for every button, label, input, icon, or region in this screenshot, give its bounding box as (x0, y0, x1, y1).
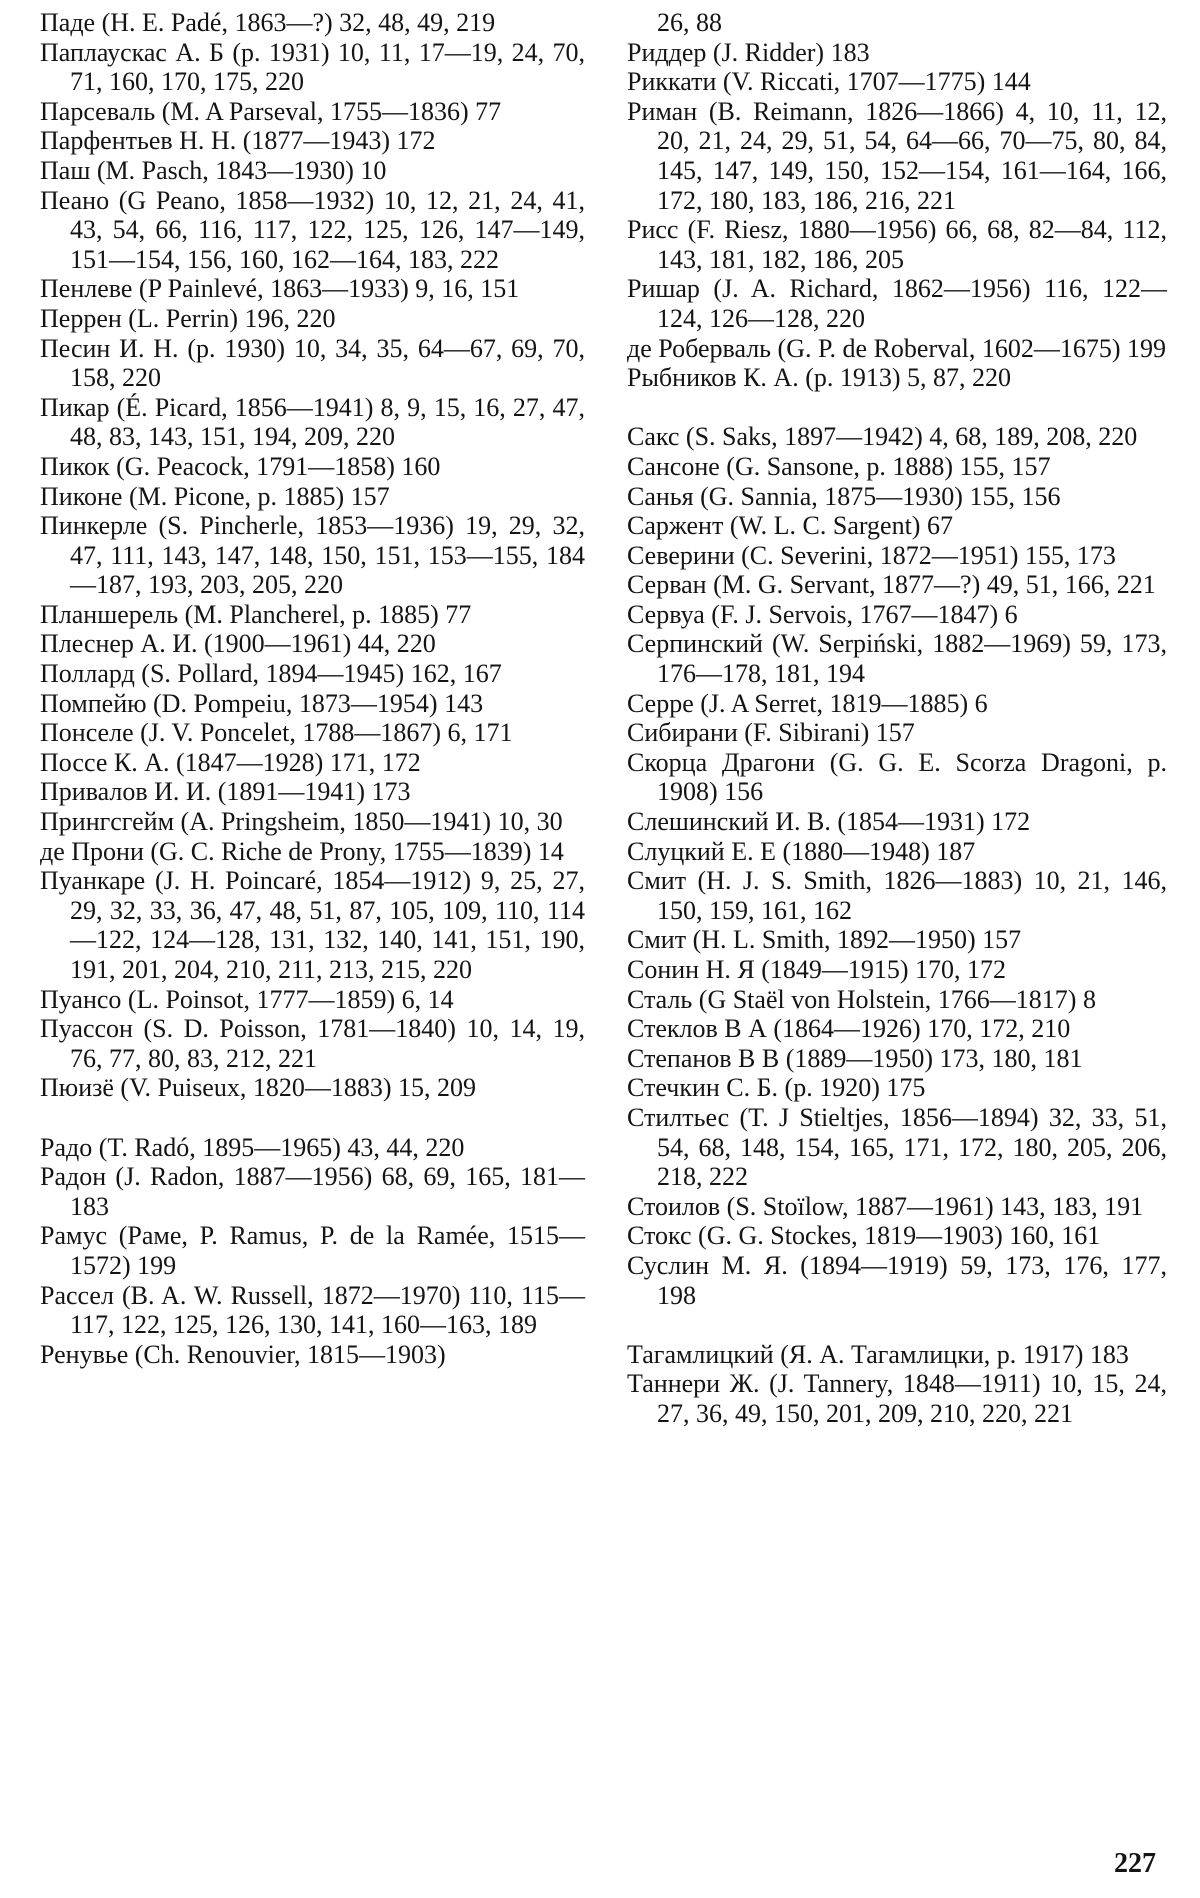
index-column-left (40, 8, 585, 1369)
index-entry: Стоилов (S. Stoïlow, 1887—1961) 143, 183, 191 (627, 1191, 1144, 1221)
index-entry: де Роберваль (G. P. de Roberval, 1602—1675) 199 (627, 333, 1167, 363)
index-entry: Песин И. Н. (р. 1930) 10, 34, 35, 64—67, 69, 70, 158, 220 (40, 333, 585, 393)
index-entry: Серван (M. G. Servant, 1877—?) 49, 51, 166, 221 (627, 570, 1156, 600)
index-entry: Санья (G. Sannia, 1875—1930) 155, 156 (627, 481, 1061, 511)
index-entry: Серпинский (W. Serpiński, 1882—1969) 59, 173, 176—178, 181, 194 (627, 629, 1167, 689)
index-entry: Понселе (J. V. Poncelet, 1788—1867) 6, 171 (40, 718, 513, 748)
index-entry-continuation: 26, 88 (657, 8, 722, 37)
index-entry: Паплаускас А. Б (р. 1931) 10, 11, 17—19, 24, 70, 71, 160, 170, 175, 220 (40, 37, 585, 97)
index-entry: Парсеваль (M. A Parseval, 1755—1836) 77 (40, 96, 502, 126)
index-entry: Риман (B. Reimann, 1826—1866) 4, 10, 11, 12, 20, 21, 24, 29, 51, 54, 64—66, 70—75, 80, 84, 145, 147, 149, 150, 152—154, 161—164, 166, 172, 180, 183, 186, 216, 221 (627, 96, 1167, 215)
index-entry: Стеклов В А (1864—1926) 170, 172, 210 (627, 1014, 1071, 1044)
index-entry: Смит (H. L. Smith, 1892—1950) 157 (627, 925, 1022, 955)
index-entry: Серре (J. A Serret, 1819—1885) 6 (627, 688, 988, 718)
index-entry: Стокс (G. G. Stockes, 1819—1903) 160, 161 (627, 1221, 1101, 1251)
index-entry: Риккати (V. Riccati, 1707—1775) 144 (627, 67, 1031, 97)
index-entry: Смит (H. J. S. Smith, 1826—1883) 10, 21, 146, 150, 159, 161, 162 (627, 866, 1167, 925)
index-entry: Степанов В В (1889—1950) 173, 180, 181 (627, 1043, 1083, 1073)
index-entry: Пенлеве (P Painlevé, 1863—1933) 9, 16, 151 (40, 274, 520, 304)
index-entry: Скорца Драгони (G. G. E. Scorza Dragoni, р. 1908) 156 (627, 747, 1167, 807)
index-entry: Прингсгейм (A. Pringsheim, 1850—1941) 10, 30 (40, 807, 563, 837)
index-entry: Ренувье (Ch. Renouvier, 1815—1903) (40, 1339, 446, 1369)
index-entry: Саржент (W. L. C. Sargent) 67 (627, 511, 953, 541)
index-entry: Плеснер А. И. (1900—1961) 44, 220 (40, 629, 436, 659)
index-entry: Паш (M. Pasch, 1843—1930) 10 (40, 155, 387, 185)
index-entry: Поллард (S. Pollard, 1894—1945) 162, 167 (40, 659, 502, 689)
index-entry: де Прони (G. C. Riche de Prony, 1755—1839) 14 (40, 836, 564, 866)
index-entry: Пикок (G. Peacock, 1791—1858) 160 (40, 451, 441, 481)
index-entry: Рыбников К. А. (р. 1913) 5, 87, 220 (627, 363, 1012, 393)
index-entry: Сталь (G Staël von Holstein, 1766—1817) 8 (627, 984, 1096, 1014)
index-entry: Сансоне (G. Sansone, р. 1888) 155, 157 (627, 451, 1051, 481)
index-entry: Стечкин С. Б. (р. 1920) 175 (627, 1073, 926, 1103)
index-entry: Пюизё (V. Puiseux, 1820—1883) 15, 209 (40, 1073, 477, 1103)
index-entry: Пеано (G Peano, 1858—1932) 10, 12, 21, 24, 41, 43, 54, 66, 116, 117, 122, 125, 126, 147—149, 151—154, 156, 160, 162—164, 183, 222 (40, 185, 585, 274)
index-entry: Парфентьев Н. Н. (1877—1943) 172 (40, 126, 436, 156)
index-entry: Привалов И. И. (1891—1941) 173 (40, 777, 411, 807)
index-entry: Тагамлицкий (Я. А. Тагамлицки, р. 1917) 183 (627, 1339, 1129, 1369)
index-entry: Сонин Н. Я (1849—1915) 170, 172 (627, 955, 1007, 984)
index-entry: Поссе К. А. (1847—1928) 171, 172 (40, 747, 421, 777)
index-entry: Пуанкаре (J. H. Poincaré, 1854—1912) 9, 25, 27, 29, 32, 33, 36, 47, 48, 51, 87, 105, 109, 110, 114—122, 124—128, 131, 132, 140, 141, 151, 190, 191, 201, 204, 210, 211, 213, 215, 220 (40, 866, 585, 984)
index-entry: Северини (C. Severini, 1872—1951) 155, 173 (627, 540, 1116, 570)
index-entry: Рассел (B. A. W. Russell, 1872—1970) 110, 115—117, 122, 125, 126, 130, 141, 160—163, 189 (40, 1280, 585, 1340)
index-entry: Риддер (J. Ridder) 183 (627, 37, 870, 67)
index-entry: Планшерель (M. Plancherel, р. 1885) 77 (40, 599, 472, 629)
index-entry: Рамус (Раме, P. Ramus, P. de la Ramée, 1515—1572) 199 (40, 1221, 585, 1280)
index-entry: Слешинский И. В. (1854—1931) 172 (627, 807, 1031, 837)
index-entry: Радо (T. Radó, 1895—1965) 43, 44, 220 (40, 1132, 465, 1162)
index-entry: Сервуа (F. J. Servois, 1767—1847) 6 (627, 599, 1018, 629)
index-entry: Помпейю (D. Pompeiu, 1873—1954) 143 (40, 688, 484, 718)
index-entry: Таннери Ж. (J. Tannery, 1848—1911) 10, 15, 24, 27, 36, 49, 150, 201, 209, 210, 220, 221 (627, 1369, 1167, 1428)
index-entry: Пуассон (S. D. Poisson, 1781—1840) 10, 14, 19, 76, 77, 80, 83, 212, 221 (40, 1014, 585, 1073)
index-entry: Радон (J. Radon, 1887—1956) 68, 69, 165, 181—183 (40, 1162, 585, 1221)
index-entry: Сакс (S. Saks, 1897—1942) 4, 68, 189, 208, 220 (627, 422, 1138, 452)
index-entry: Паде (H. E. Padé, 1863—?) 32, 48, 49, 219 (40, 8, 496, 37)
index-entry: Пуансо (L. Poinsot, 1777—1859) 6, 14 (40, 984, 454, 1014)
index-entry: Рисс (F. Riesz, 1880—1956) 66, 68, 82—84, 112, 143, 181, 182, 186, 205 (627, 215, 1167, 274)
index-entry: Слуцкий Е. Е (1880—1948) 187 (627, 836, 976, 866)
index-entry: Ришар (J. A. Richard, 1862—1956) 116, 122—124, 126—128, 220 (627, 274, 1167, 333)
index-entry: Пикар (É. Picard, 1856—1941) 8, 9, 15, 16, 27, 47, 48, 83, 143, 151, 194, 209, 220 (40, 392, 585, 452)
index-entry: Перрен (L. Perrin) 196, 220 (40, 303, 336, 333)
index-column-right (627, 8, 1167, 1429)
page-number: 227 (1114, 1848, 1156, 1879)
index-entry: Пинкерле (S. Pincherle, 1853—1936) 19, 29, 32, 47, 111, 143, 147, 148, 150, 151, 153—155, 184—187, 193, 203, 205, 220 (40, 511, 585, 600)
index-entry: Сибирани (F. Sibirani) 157 (627, 718, 915, 748)
index-entry: Стилтьес (T. J Stieltjes, 1856—1894) 32, 33, 51, 54, 68, 148, 154, 165, 171, 172, 180, 205, 206, 218, 222 (627, 1102, 1167, 1192)
index-entry: Суслин М. Я. (1894—1919) 59, 173, 176, 177, 198 (627, 1250, 1167, 1310)
index-entry: Пиконе (M. Picone, р. 1885) 157 (40, 481, 390, 511)
